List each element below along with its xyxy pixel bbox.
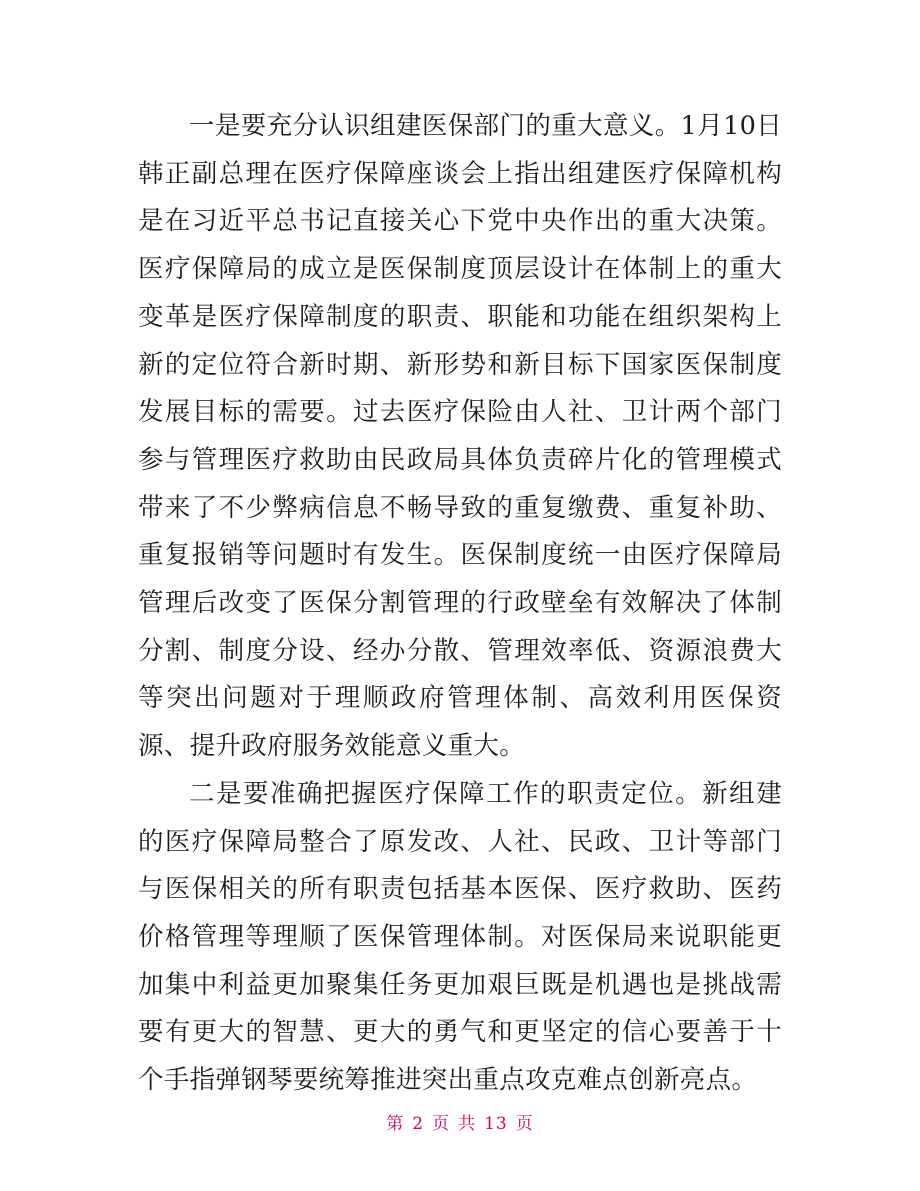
footer-page-word: 页	[432, 1114, 451, 1134]
footer-current-page: 2	[412, 1114, 425, 1134]
page-footer	[0, 1112, 920, 1136]
footer-total-pages: 13	[484, 1114, 508, 1134]
footer-suffix: 页	[515, 1114, 534, 1134]
footer-prefix: 第	[386, 1114, 405, 1134]
footer-total-word: 共	[458, 1114, 477, 1134]
document-body	[138, 103, 782, 1105]
paragraph-1: 一是要充分认识组建医保部门的重大意义。1月10日韩正副总理在医疗保障座谈会上指出组建医疗保障机构是在习近平总书记直接关心下党中央作出的重大决策。医疗保障局的成立是医保制度顶层设计在体制上的重大变革是医疗保障制度的职责、职能和功能在组织架构上新的定位符合新时期、新形势和新目标下国家医保制度发展目标的需要。过去医疗保险由人社、卫计两个部门参与管理医疗救助由民政局具体负责碎片化的管理模式带来了不少弊病信息不畅导致的重复缴费、重复补助、重复报销等问题时有发生。医保制度统一由医疗保障局管理后改变了医保分割管理的行政壁垒有效解决了体制分割、制度分设、经办分散、管理效率低、资源浪费大等突出问题对于理顺政府管理体制、高效利用医保资源、提升政府服务效能意义重大。	[138, 111, 782, 762]
paragraph-2: 二是要准确把握医疗保障工作的职责定位。新组建的医疗保障局整合了原发改、人社、民政、卫计等部门与医保相关的所有职责包括基本医保、医疗救助、医药价格管理等理顺了医保管理体制。对医保局来说职能更加集中利益更加聚集任务更加艰巨既是机遇也是挑战需要有更大的智慧、更大的勇气和更坚定的信心要善于十个手指弹钢琴要统筹推进突出重点攻克难点创新亮点。	[138, 778, 782, 1096]
